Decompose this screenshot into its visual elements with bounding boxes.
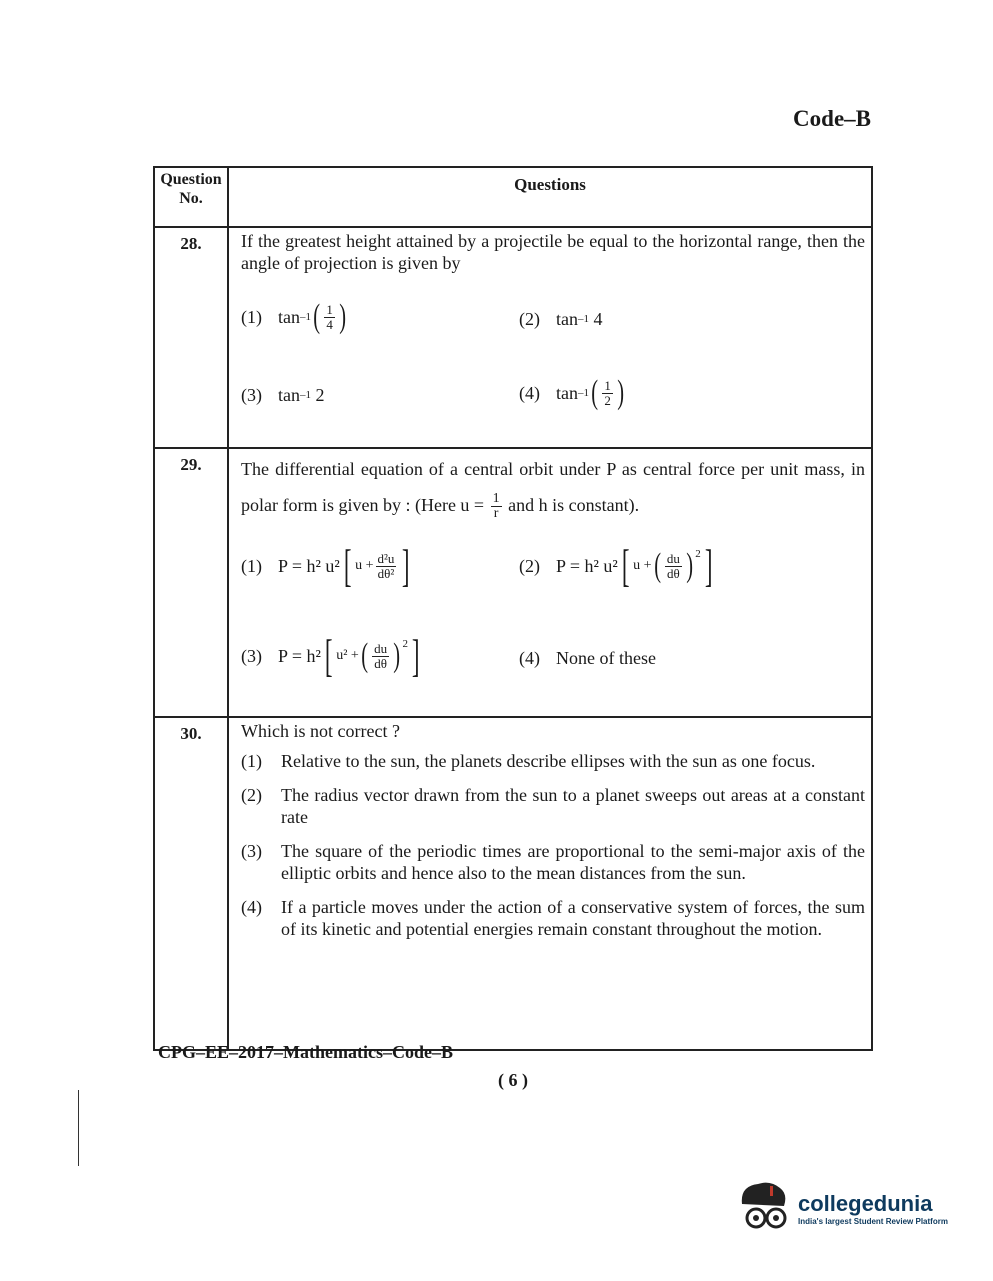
option-3: (3) P = h² [ u² + ( $\frac{du}{d\theta}$ ) $^2$ ] xyxy=(241,630,420,681)
option-2: (2) tan –1 4 xyxy=(519,309,603,329)
question-row-28 xyxy=(154,227,872,448)
fraction: $\frac{\text{d²u}}{\text{dθ²}}$ xyxy=(377,550,395,581)
option-4: (4) None of these xyxy=(519,648,656,668)
collegedunia-logo xyxy=(736,1176,962,1240)
fraction: $\frac{1}{4}$ xyxy=(326,301,333,332)
question-row-29 xyxy=(154,448,872,717)
paper-code: Code–B xyxy=(793,106,871,131)
question-number: 28. xyxy=(154,227,228,448)
option-1: (1) P = h² u² [ u + $\frac{\text{d²u}}{\text{dθ²}}$ ] xyxy=(241,540,410,591)
footer-paper-code: CPG–EE–2017–Mathematics–Code–B xyxy=(158,1042,453,1062)
answer-1: (1) Relative to the sun, the planets describe ellipses with the sun as one focus. xyxy=(241,751,816,771)
answer-3: (3) The square of the periodic times are proportional to the semi-major axis of the elliptic orbits and hence also to the mean distances from the sun. xyxy=(241,841,865,883)
fraction: $\frac{du}{d\theta}$ xyxy=(666,550,680,581)
options xyxy=(241,523,865,703)
question-number: 30. xyxy=(154,717,228,1050)
question-text: Which is not correct ? xyxy=(241,721,400,741)
question-no-header: Question No. xyxy=(154,167,228,227)
scan-margin-line xyxy=(78,1090,79,1166)
option-4: (4) tan –1 ( $\frac{1}{2}$ ) xyxy=(519,374,624,411)
fraction: $\frac{du}{d\theta}$ xyxy=(374,640,388,671)
option-1: (1) tan –1 ( $\frac{1}{4}$ ) xyxy=(241,298,346,335)
option-2: (2) P = h² u² [ u + ( $\frac{du}{d\theta}$ ) $^2$ ] xyxy=(519,540,713,591)
fraction: $\frac{1}{2}$ xyxy=(604,377,611,408)
options xyxy=(241,274,865,424)
question-number: 29. xyxy=(154,448,228,717)
question-body xyxy=(228,227,872,448)
page-number: ( 6 ) xyxy=(498,1070,528,1090)
answer-4: (4) If a particle moves under the action of a conservative system of forces, the sum of its kinetic and potential energies remain constant throughout the motion. xyxy=(241,897,865,939)
question-table xyxy=(153,166,873,1051)
answer-2: (2) The radius vector drawn from the sun to a planet sweeps out areas at a constant rate xyxy=(241,785,865,827)
question-row-30 xyxy=(154,717,872,1050)
logo-name: collegedunia xyxy=(798,1190,933,1216)
question-text: If the greatest height attained by a projectile be equal to the horizontal range, then the angle of projection is given by xyxy=(241,231,865,273)
logo-tagline: India's largest Student Review Platform xyxy=(798,1216,948,1226)
table-header-row xyxy=(154,167,872,227)
questions-header: Questions xyxy=(228,167,872,227)
student-mascot-icon xyxy=(736,1178,792,1238)
question-body xyxy=(228,448,872,717)
question-body xyxy=(228,717,872,1050)
option-3: (3) tan –1 2 xyxy=(241,385,325,405)
question-text: The differential equation of a central orbit under P as central force per unit mass, in polar form is given by : (Here u = $\frac{1}{r}$ and h is constant). xyxy=(241,459,865,522)
